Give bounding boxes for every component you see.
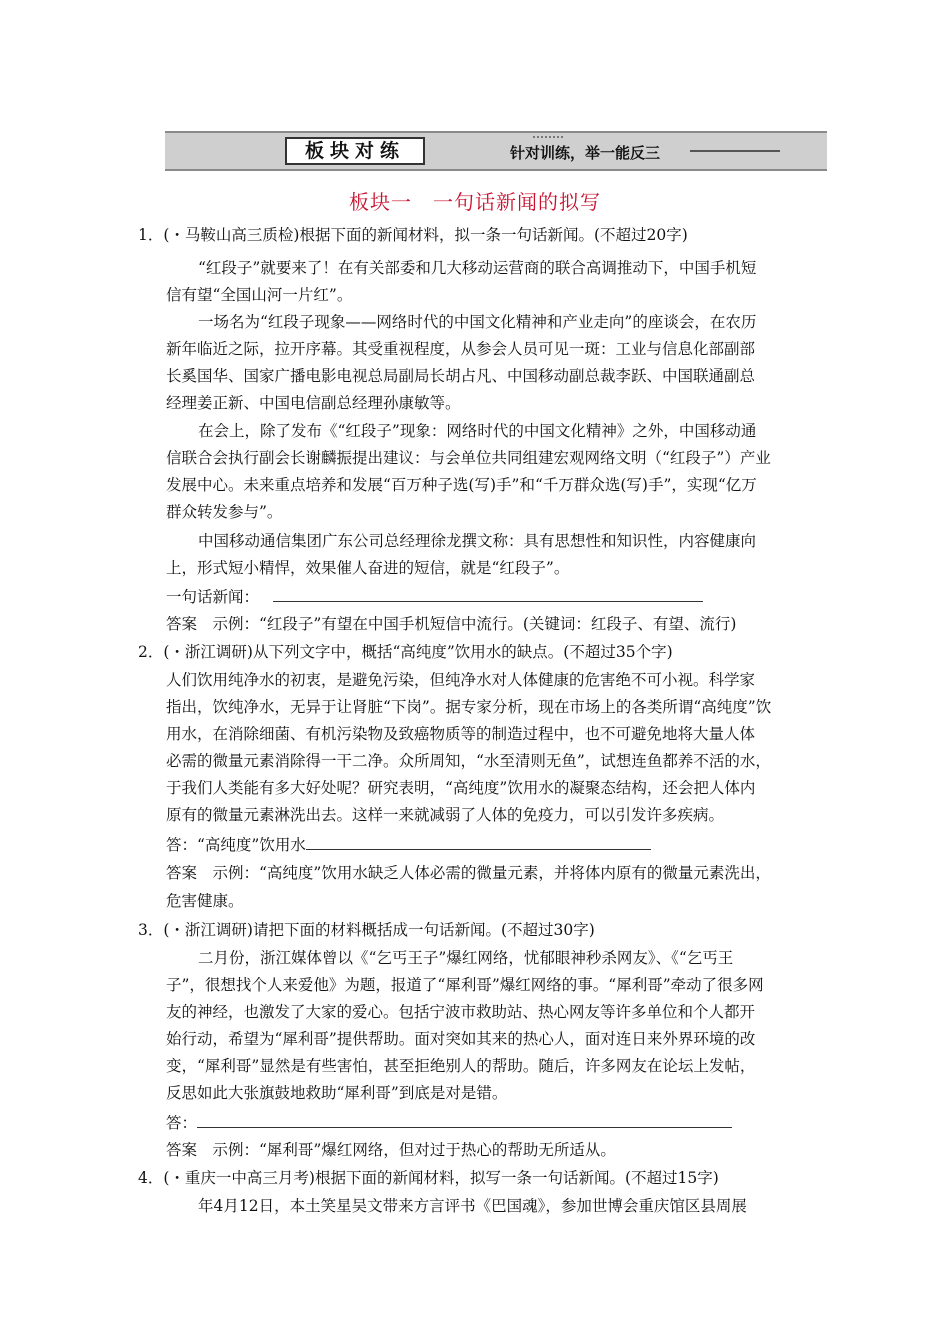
q3-answer-prompt	[166, 1113, 732, 1133]
q1-paragraph-line: 上，形式短小精悍，效果催人奋进的短信，就是“红段子”。	[166, 559, 570, 577]
q1-paragraph-line: 发展中心。未来重点培养和发展“百万种子选(写)手”和“千万群众选(写)手”，实现“亿万	[166, 476, 757, 494]
q2-answer: 答案 示例：“高纯度”饮用水缺乏人体必需的微量元素，并将体内原有的微量元素洗出，	[166, 864, 771, 882]
q3-paragraph-line: 友的神经，也激发了大家的爱心。包括宁波市救助站、热心网友等许多单位和个人都开	[166, 1003, 756, 1021]
q1-answer-blank[interactable]	[273, 587, 703, 602]
q3-paragraph-line: 始行动，希望为“犀利哥”提供帮助。面对突如其来的热心人，面对连日来外界环境的改	[166, 1030, 756, 1048]
q1-paragraph-line: 一场名为“红段子现象——网络时代的中国文化精神和产业走向”的座谈会，在农历	[198, 313, 757, 331]
q1-paragraph-line: 信有望“全国山河一片红”。	[166, 286, 353, 304]
q2-answer-continued: 危害健康。	[166, 892, 244, 910]
q1-paragraph-line: 经理姜正新、中国电信副总经理孙康敏等。	[166, 394, 461, 412]
q2-paragraph-line: 必需的微量元素消除得一干二净。众所周知，“水至清则无鱼”，试想连鱼都养不活的水，	[166, 752, 771, 770]
q2-paragraph-line: 于我们人类能有多大好处呢？研究表明，“高纯度”饮用水的凝聚态结构，还会把人体内	[166, 779, 756, 797]
banner-decoration-dots	[533, 136, 563, 140]
q1-prompt-label: 一句话新闻：	[166, 588, 260, 606]
q2-paragraph-line: 用水，在消除细菌、有机污染物及致癌物质等的制造过程中，也不可避免地将大量人体	[166, 725, 756, 743]
section-banner	[165, 131, 827, 171]
question-2-stem: 2．(・浙江调研)从下列文字中，概括“高纯度”饮用水的缺点。(不超过35个字)	[138, 643, 673, 661]
q2-paragraph-line: 原有的微量元素淋洗出去。这样一来就减弱了人体的免疫力，可以引发许多疾病。	[166, 806, 725, 824]
q2-paragraph-line: 人们饮用纯净水的初衷，是避免污染，但纯净水对人体健康的危害绝不可小视。科学家	[166, 671, 756, 689]
q2-answer-prompt	[166, 835, 651, 855]
q1-paragraph-line: 信联合会执行副会长谢麟振提出建议：与会单位共同组建宏观网络文明（“红段子”）产业	[166, 449, 771, 467]
q3-paragraph-line: 反思如此大张旗鼓地救助“犀利哥”到底是对是错。	[166, 1084, 508, 1102]
q1-paragraph-line: 新年临近之际，拉开序幕。其受重视程度，从参会人员可见一斑：工业与信息化部副部	[166, 340, 756, 358]
banner-title: 板块对练	[285, 137, 425, 165]
question-1-stem: 1．(・马鞍山高三质检)根据下面的新闻材料，拟一条一句话新闻。(不超过20字)	[138, 226, 688, 244]
question-3-stem: 3．(・浙江调研)请把下面的材料概括成一句话新闻。(不超过30字)	[138, 921, 595, 939]
q3-paragraph-line: 变，“犀利哥”显然是有些害怕，甚至拒绝别人的帮助。随后，许多网友在论坛上发帖，	[166, 1057, 756, 1075]
section-title: 板块一 一句话新闻的拟写	[349, 190, 601, 214]
q1-paragraph-line: “红段子”就要来了！在有关部委和几大移动运营商的联合高调推动下，中国手机短	[198, 259, 757, 277]
q2-answer-blank[interactable]	[306, 835, 651, 850]
q2-paragraph-line: 指出，饮纯净水，无异于让肾脏“下岗”。据专家分析，现在市场上的各类所谓“高纯度”饮	[166, 698, 772, 716]
q1-answer-prompt	[166, 587, 703, 607]
q1-paragraph-line: 群众转发参与”。	[166, 503, 283, 521]
q1-paragraph-line: 中国移动通信集团广东公司总经理徐龙撰文称：具有思想性和知识性，内容健康向	[198, 532, 757, 550]
question-4-stem: 4．(・重庆一中高三月考)根据下面的新闻材料，拟写一条一句话新闻。(不超过15字)	[138, 1169, 719, 1187]
q1-answer: 答案 示例：“红段子”有望在中国手机短信中流行。(关键词：红段子、有望、流行)	[166, 615, 737, 633]
banner-decoration-line	[690, 150, 780, 152]
q1-paragraph-line: 长奚国华、国家广播电影电视总局副局长胡占凡、中国移动副总裁李跃、中国联通副总	[166, 367, 756, 385]
q3-paragraph-line: 子”，很想找个人来爱他》为题，报道了“犀利哥”爆红网络的事。“犀利哥”牵动了很多网	[166, 976, 764, 994]
q1-paragraph-line: 在会上，除了发布《“红段子”现象：网络时代的中国文化精神》之外，中国移动通	[198, 422, 757, 440]
q3-answer-blank[interactable]	[197, 1113, 732, 1128]
q4-paragraph-line: 年4月12日，本土笑星吴文带来方言评书《巴国魂》，参加世博会重庆馆区县周展	[198, 1197, 747, 1215]
q3-prompt-label: 答：	[166, 1114, 198, 1132]
banner-slogan: 针对训练，举一能反三	[510, 144, 661, 162]
q2-prompt-label: 答：“高纯度”饮用水	[166, 836, 306, 854]
q3-answer: 答案 示例：“犀利哥”爆红网络，但对过于热心的帮助无所适从。	[166, 1141, 616, 1159]
q3-paragraph-line: 二月份，浙江媒体曾以《“乞丐王子”爆红网络，忧郁眼神秒杀网友》、《“乞丐王	[198, 949, 734, 967]
